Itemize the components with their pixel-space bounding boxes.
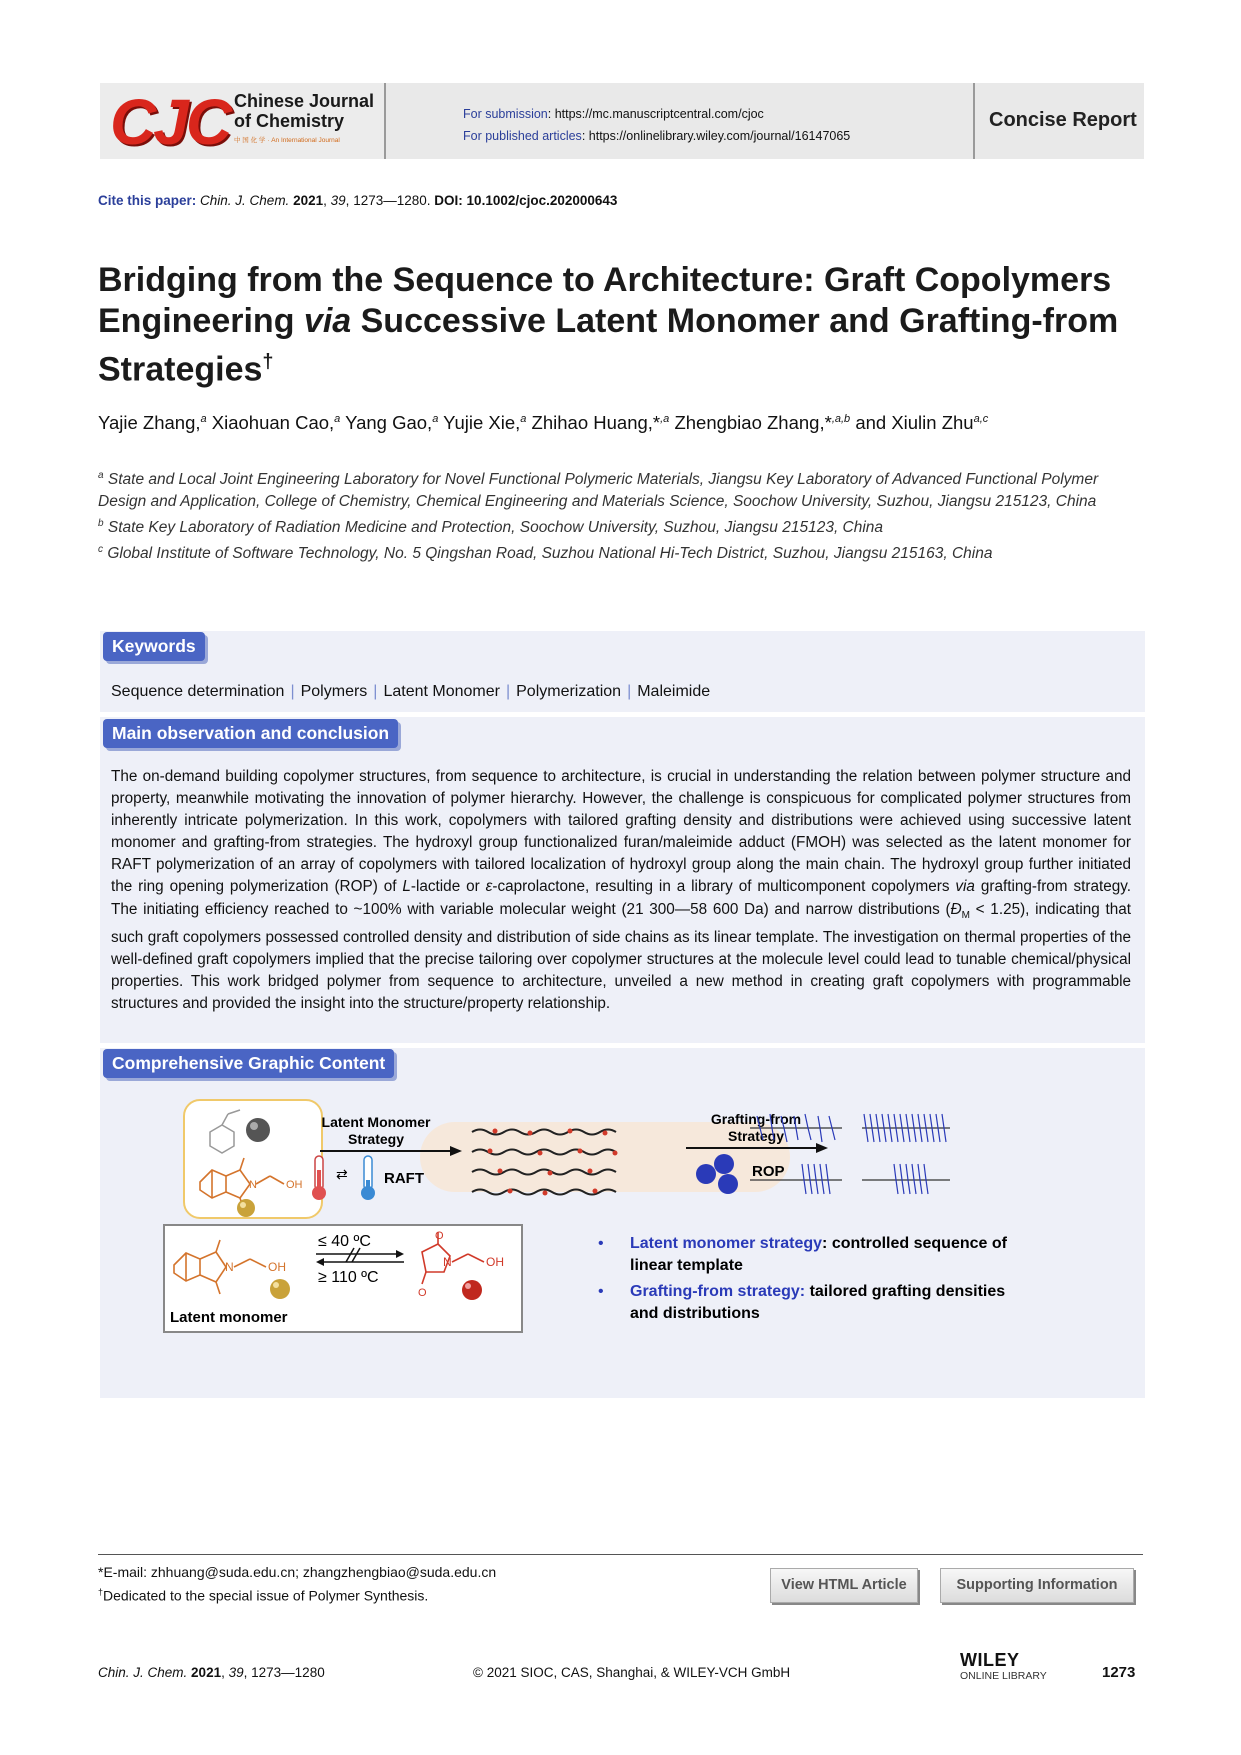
rop-label: ROP [752, 1163, 785, 1180]
grafting-label-2: Strategy [727, 1128, 785, 1144]
keyword-list: Sequence determination | Polymers | Latent Monomer | Polymerization | Maleimide [111, 683, 711, 700]
abstract-heading: Main observation and conclusion [103, 719, 398, 748]
doi-link[interactable]: 10.1002/cjoc.202000643 [466, 193, 618, 208]
affiliation: $^c$ Global Institute of Software Technology, No. 5 Qingshan Road, Suzhou National Hi-Tech District, Suzhou, Jiangsu 215163, China [98, 544, 993, 563]
keyword: Polymerization [516, 683, 622, 700]
author-list [98, 412, 988, 434]
maleimide-oh: OH [486, 1255, 504, 1269]
article-type-box [973, 83, 1146, 159]
journal-name: Chinese Journal of Chemistry [234, 91, 375, 131]
journal-header [100, 83, 1144, 159]
gray-sphere [246, 1118, 270, 1142]
keyword: Maleimide [637, 683, 711, 700]
author: Xiaohuan Cao,$^a$ [211, 412, 341, 433]
email-footnote: *E-mail: zhhuang@suda.edu.cn; zhangzhengbiao@suda.edu.cn [98, 1564, 497, 1580]
equilibrium-arrows: ⇄ [336, 1166, 348, 1182]
keywords-heading: Keywords [103, 632, 205, 661]
footer-citation: Chin. J. Chem. 2021, 39, 1273—1280 [98, 1665, 325, 1680]
bullet-1: Latent monomer strategy: controlled sequence of [630, 1235, 1007, 1252]
red-sphere [462, 1280, 482, 1300]
page-number: 1273 [1102, 1664, 1136, 1681]
bullet-1-marker: • [598, 1235, 604, 1252]
raft-label: RAFT [384, 1170, 424, 1187]
copyright: © 2021 SIOC, CAS, Shanghai, & WILEY-VCH GmbH [473, 1665, 791, 1680]
paper-title: Bridging from the Sequence to Architecture: Graft Copolymers Engineering via Successive Latent Monomer and Grafting-from Strategies† [98, 261, 1119, 389]
affiliations [98, 465, 1148, 565]
author: Yujie Xie,$^a$ [443, 412, 527, 433]
keyword: Sequence determination [111, 683, 285, 700]
bullet-2: Grafting-from strategy: tailored grafting densities [630, 1283, 1006, 1300]
blue-sphere [696, 1164, 716, 1184]
gold-sphere [270, 1279, 290, 1299]
affiliation: $^a$ State and Local Joint Engineering Laboratory for Novel Functional Polymeric Materials, Jiangsu Key Laboratory of Advanced Functional Polymer Design and Application, College of Chemistry, Chemical Engineering and Materials Science, Soochow University, Suzhou, Jiangsu 215123, China [98, 470, 1099, 511]
latent-n: N [225, 1260, 234, 1274]
latent-oh: OH [268, 1260, 286, 1274]
author: Yajie Zhang,$^a$ [98, 412, 207, 433]
blue-sphere [714, 1154, 734, 1174]
bullet-1-line-2: linear template [630, 1257, 743, 1274]
bullet-2-line-2: and distributions [630, 1305, 760, 1322]
footnote-divider [98, 1554, 1143, 1555]
article-type: Concise Report [989, 109, 1137, 131]
affiliation: $^b$ State Key Laboratory of Radiation Medicine and Protection, Soochow University, Suzhou, Jiangsu 215123, China [98, 518, 884, 537]
submission-links: For submission: https://mc.manuscriptcentral.com/cjoc For published articles: https://onlinelibrary.wiley.com/journal/16147065 [463, 107, 851, 143]
monomer-box [184, 1100, 322, 1218]
citation-line: Cite this paper: Chin. J. Chem. 2021, 39, 1273—1280. DOI: 10.1002/cjoc.202000643 [98, 193, 618, 208]
dedication-footnote: †Dedicated to the special issue of Polymer Synthesis. [98, 1587, 429, 1604]
journal-logo [100, 83, 386, 159]
grafting-label-1: Grafting-from [710, 1111, 802, 1127]
submission-link[interactable]: https://mc.manuscriptcentral.com/cjoc [554, 107, 764, 121]
bullet-2-marker: • [598, 1283, 604, 1300]
latent-strategy-label-1: Latent Monomer [321, 1114, 431, 1130]
keyword: Latent Monomer [383, 683, 500, 700]
maleimide-o-bottom: O [418, 1287, 427, 1299]
author: and Xiulin Zhu$^{a,c}$ [855, 412, 989, 433]
supporting-information-button[interactable]: Supporting Information [940, 1568, 1134, 1603]
author: Zhengbiao Zhang,*$^{,a,b}$ [674, 412, 851, 433]
blue-sphere [718, 1174, 738, 1194]
author: Yang Gao,$^a$ [345, 412, 439, 433]
gold-sphere [237, 1199, 255, 1217]
fmoh-n: N [249, 1179, 257, 1191]
graphical-abstract [100, 1090, 1145, 1398]
maleimide-n: N [443, 1255, 452, 1269]
view-html-article-button[interactable]: View HTML Article [770, 1568, 918, 1603]
latent-monomer-label: Latent monomer [170, 1309, 288, 1326]
cjc-logo-text: CJC [110, 86, 230, 158]
fmoh-oh: OH [286, 1179, 303, 1191]
graphic-heading: Comprehensive Graphic Content [103, 1049, 394, 1078]
footnotes [98, 1562, 496, 1606]
wiley-logo: WILEY ONLINE LIBRARY [960, 1650, 1047, 1682]
high-temp-label: ≥ 110 ºC [318, 1269, 379, 1286]
low-temp-label: ≤ 40 ºC [318, 1233, 371, 1250]
latent-strategy-label-2: Strategy [347, 1131, 405, 1147]
maleimide-o-top: O [435, 1230, 444, 1242]
published-link[interactable]: https://onlinelibrary.wiley.com/journal/16147065 [588, 129, 851, 143]
abstract-text: The on-demand building copolymer structures, from sequence to architecture, is crucial in understanding the relation between polymer structure and property, meanwhile motivating the innovation of polymer hierarchy. However, the challenge is conspicuous for complicated polymer structures from inherently intricate polymerization. In this work, copolymers with tailored grafting density and distributions were achieved using successive latent monomer and grafting-from strategies. The hydroxyl group functionalized furan/maleimide adduct (FMOH) was selected as the latent monomer for RAFT polymerization of an array of copolymers with tailored localization of hydroxyl group along the main chain. The hydroxyl group further initiated the ring opening polymerization (ROP) of L-lactide or ε-caprolactone, resulting in a library of multicomponent copolymers via grafting-from strategy. The initiating efficiency reached to ~100% with variable molecular weight (21 300—58 600 Da) and narrow distributions $(Đ_M < 1.25)$, indicating that such graft copolymers possessed controlled density and distribution of side chains as its linear template. The investigation on thermal properties of the well-defined graft copolymers implied that the precise tailoring over copolymer structures at the molecule level could lead to tunable chemical/physical properties. This work bridged polymer from sequence to architecture, unveiled a new method in creating graft copolymers with programmable structures and provided the insight into the structure/property relationship. [111, 768, 1131, 1012]
author: Zhihao Huang,*$^{,a}$ [531, 412, 670, 433]
journal-subtitle: 中 国 化 学 · An International Journal [234, 137, 340, 144]
keyword: Polymers [300, 683, 368, 700]
